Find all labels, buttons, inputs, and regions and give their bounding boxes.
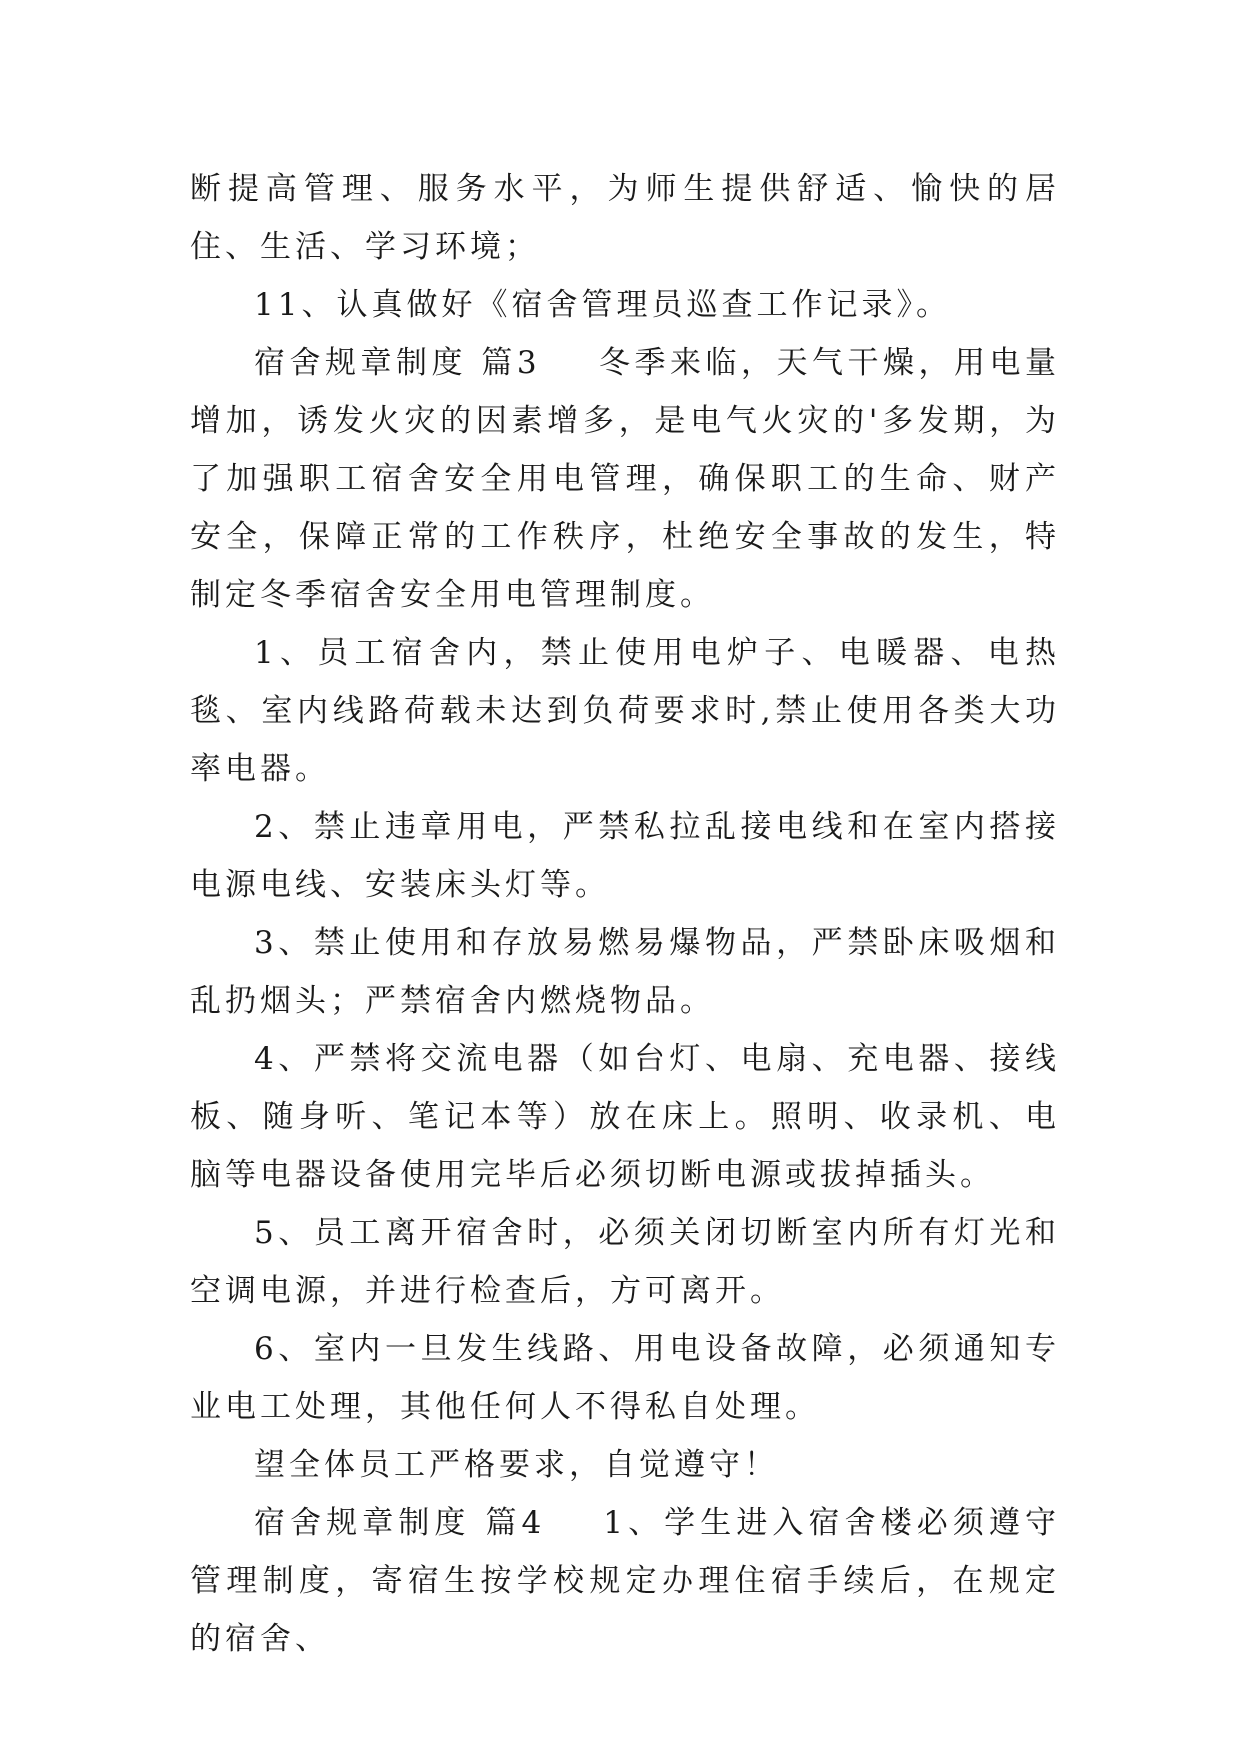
paragraph-continuation	[190, 160, 1060, 276]
paragraph-text: 11、认真做好《宿舍管理员巡查工作记录》。	[254, 287, 951, 323]
paragraph-rule-2	[190, 798, 1060, 914]
paragraph-rule-1	[190, 624, 1060, 798]
paragraph-text: 冬季来临，天气干燥，用电量增加，诱发火灾的因素增多，是电气火灾的'多发期，为了加强职工宿舍安全用电管理，确保职工的生命、财产安全，保障正常的工作秩序，杜绝安全事故的发生，特制定冬季宿舍安全用电管理制度。	[190, 345, 1060, 613]
paragraph-text: 6、室内一旦发生线路、用电设备故障，必须通知专业电工处理，其他任何人不得私自处理。	[190, 1331, 1060, 1425]
paragraph-rule-4	[190, 1030, 1060, 1204]
paragraph-section-3	[190, 334, 1060, 624]
document-body	[190, 160, 1060, 1668]
section-heading: 宿舍规章制度 篇3	[254, 345, 541, 381]
paragraph-text: 3、禁止使用和存放易燃易爆物品，严禁卧床吸烟和乱扔烟头；严禁宿舍内燃烧物品。	[190, 925, 1060, 1019]
paragraph-closing	[190, 1436, 1060, 1494]
paragraph-text: 1、学生进入宿舍楼必须遵守管理制度，寄宿生按学校规定办理住宿手续后，在规定的宿舍、	[190, 1505, 1061, 1657]
paragraph-section-4	[190, 1494, 1060, 1668]
paragraph-rule-5	[190, 1204, 1060, 1320]
paragraph-rule-6	[190, 1320, 1060, 1436]
paragraph-text: 4、严禁将交流电器（如台灯、电扇、充电器、接线板、随身听、笔记本等）放在床上。照明、收录机、电脑等电器设备使用完毕后必须切断电源或拔掉插头。	[190, 1041, 1060, 1193]
paragraph-item-11	[190, 276, 1060, 334]
paragraph-text: 5、员工离开宿舍时，必须关闭切断室内所有灯光和空调电源，并进行检查后，方可离开。	[190, 1215, 1060, 1309]
paragraph-text: 断提高管理、服务水平，为师生提供舒适、愉快的居住、生活、学习环境；	[190, 171, 1060, 265]
section-heading: 宿舍规章制度 篇4	[254, 1505, 546, 1541]
paragraph-rule-3	[190, 914, 1060, 1030]
paragraph-text: 望全体员工严格要求，自觉遵守！	[254, 1447, 779, 1483]
paragraph-text: 1、员工宿舍内，禁止使用电炉子、电暖器、电热毯、室内线路荷载未达到负荷要求时,禁止使用各类大功率电器。	[190, 635, 1060, 787]
paragraph-text: 2、禁止违章用电，严禁私拉乱接电线和在室内搭接电源电线、安装床头灯等。	[190, 809, 1060, 903]
